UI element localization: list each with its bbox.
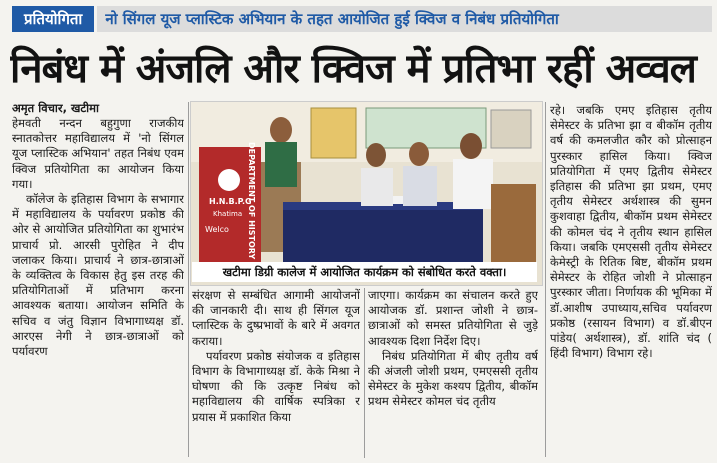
banner-sub: H.N.B.P.G [209, 197, 252, 206]
col3-para-1: जाएगा। कार्यक्रम का संचालन करते हुए आयोजक डॉ. प्रशान्त जोशी ने छात्र-छात्राओं को समस्त प्रतियोगिता से जुड़े आवश्यक दिशा निर्देश दिए। [368, 288, 538, 348]
kicker-bar [12, 6, 712, 32]
column-divider [364, 288, 365, 458]
article-column-1 [12, 116, 184, 458]
banner-sub2: Khatima [213, 210, 243, 218]
kicker-label: प्रतियोगिता [12, 6, 94, 32]
col1-para-1: हेमवती नन्दन बहुगुणा राजकीय स्नातकोत्तर महाविद्यालय में 'नो सिंगल यूज प्लास्टिक अभियान' तहत निबंध एवम क्विज प्रतियोगिता का आयोजन किया गया। [12, 116, 184, 191]
column-divider [188, 102, 189, 457]
photo-caption: खटीमा डिग्री कालेज में आयोजित कार्यक्रम को संबोधित करते वक्ता। [192, 262, 537, 282]
col1-para-2: कॉलेज के इतिहास विभाग के सभागार में महाविद्यालय के पर्यावरण प्रकोष्ठ की ओर से आयोजित प्रतियोगिता का शुभारंभ प्राचार्य प्रो. आरसी पुरोहित ने दीप जलाकर किया। प्राचार्य ने छात्र-छात्राओं के व्यक्तित्व के विकास हेतु इस तरह की प्रतियोगिताओं में प्रतिभाग करना आवश्यक बताया। आयोजन समिति के सचिव व जंतु विज्ञान विभागाध्यक्ष डॉ. आरएस नेगी ने छात्र-छात्राओं को पर्यावरण [12, 192, 184, 359]
event-photo-illustration [191, 102, 542, 285]
headline: निबंध में अंजलि और क्विज में प्रतिभा रहीं अव्वल [10, 46, 696, 92]
event-photo [190, 101, 543, 286]
col2-para-2: पर्यावरण प्रकोष्ठ संयोजक व इतिहास विभाग के विभागाध्यक्ष डॉ. केके मिश्रा ने घोषणा की कि उत्कृष्ट निबंध को महाविद्यालय की वार्षिक स्पत्रिका र प्रयास में प्रकाशित किया [192, 348, 360, 424]
kicker-text: नो सिंगल यूज प्लास्टिक अभियान के तहत आयोजित हुई क्विज व निबंध प्रतियोगिता [97, 6, 712, 32]
article-column-2 [192, 288, 360, 458]
banner-sub3: Welco [205, 225, 229, 234]
col4-para-1: रहे। जबकि एमए इतिहास तृतीय सेमेस्टर के प्रतिभा झा व बीकॉम तृतीय वर्ष की कमलजीत कौर को प्रोत्साहन पुरस्कार हासिल किया। क्विज प्रतियोगिता में एमए द्वितीय सेमेस्टर इतिहास की प्रतिभा झा प्रथम, एमए तृतीय सेमेस्टर अर्थशास्त्र की सुमन कुशवाहा द्वितीय, बीकॉम प्रथम सेमेस्टर की कोमल चंद ने तृतीय स्थान हासिल किया। जबकि एमएससी तृतीय सेमेस्टर केमेस्ट्री के रितिक बिष्ट, बीकॉम प्रथम सेमेस्टर के रोहित जोशी ने प्रोत्साहन पुरस्कार जीता। निर्णायक की भूमिका में डॉ.आशीष उपाध्याय,सचिव पर्यावरण प्रकोष्ठ (रसायन विभाग) व डॉ.बीएन पांडेय( अर्थशास्त्र), डॉ. शांति चंद ( हिंदी विभाग) विभाग रहे। [550, 103, 712, 361]
col3-para-2: निबंध प्रतियोगिता में बीए तृतीय वर्ष की अंजली जोशी प्रथम, एमएससी तृतीय सेमेस्टर के मुकेश कश्यप द्वितीय, बीकॉम प्रथम सेमेस्टर कोमल चंद तृतीय [368, 348, 538, 409]
banner-text: DEPARTMENT OF HISTORY [247, 142, 256, 260]
article-column-4 [550, 103, 712, 458]
column-divider [545, 102, 546, 457]
byline: अमृत विचार, खटीमा [12, 101, 99, 115]
article-column-3 [368, 288, 538, 458]
col2-para-1: संरक्षण से सम्बंधित आगामी आयोजनों की जानकारी दी। साथ ही सिंगल यूज प्लास्टिक के दुष्प्रभावों के बारे में अवगत कराया। [192, 288, 360, 348]
